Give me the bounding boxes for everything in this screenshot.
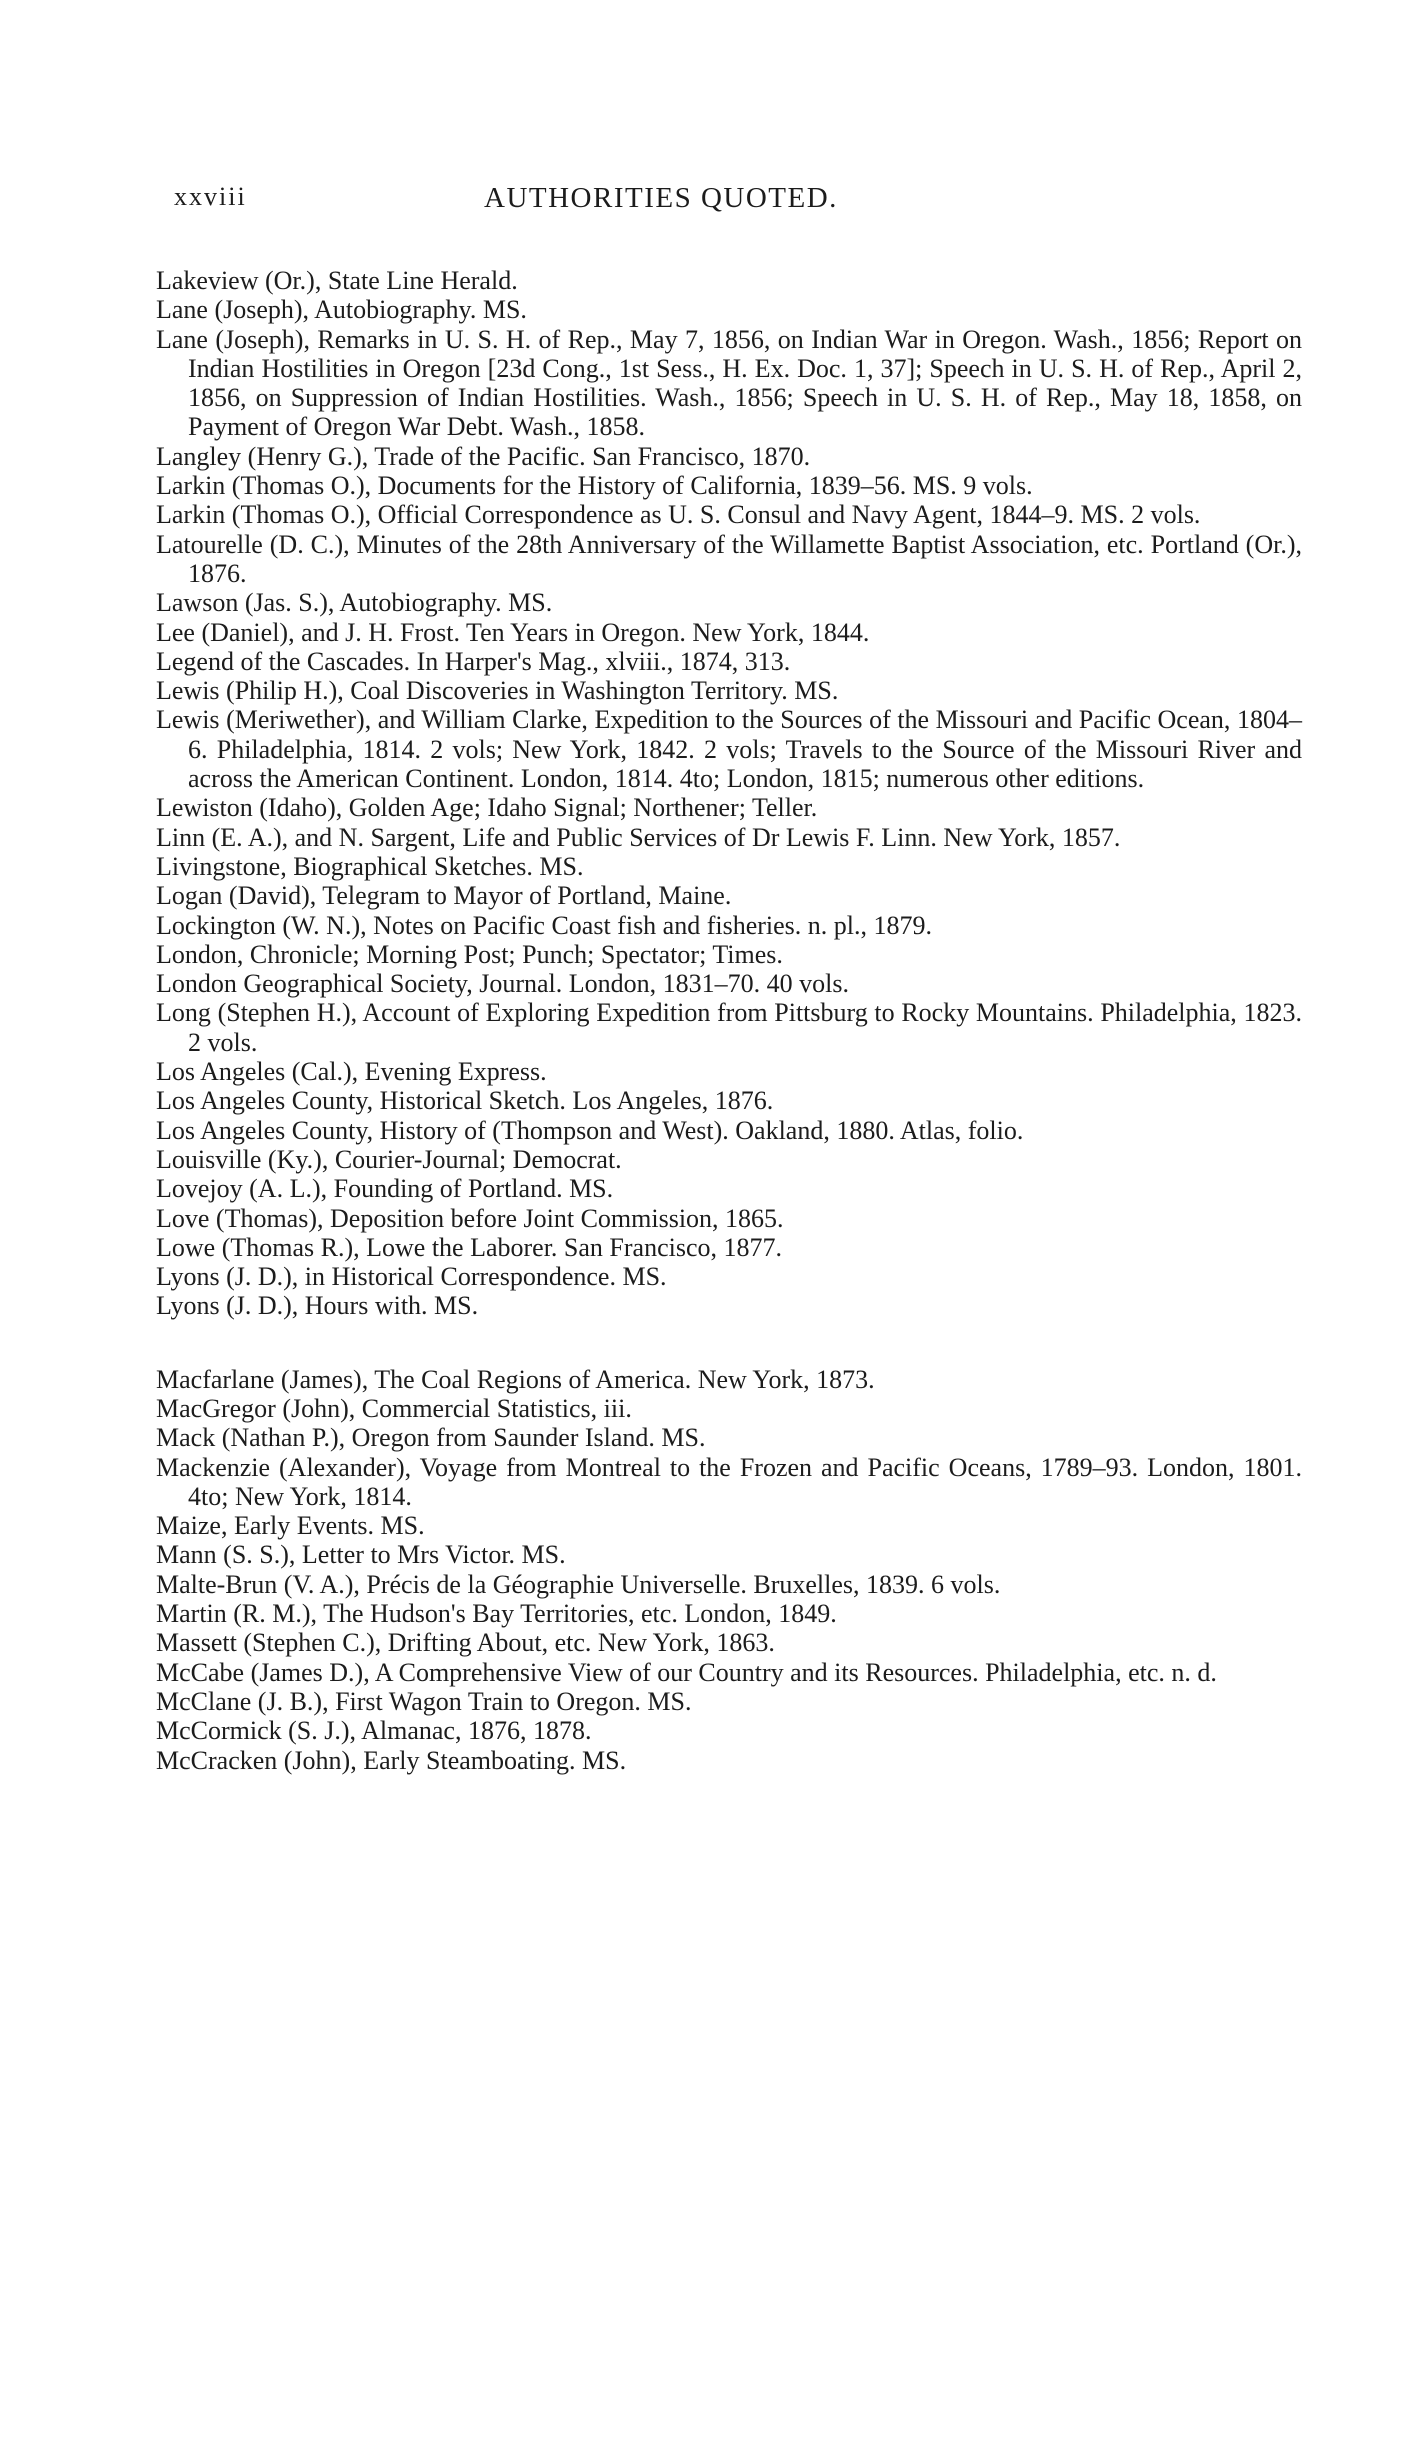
bibliography-entry: Massett (Stephen C.), Drifting About, etc. New York, 1863. [156, 1628, 775, 1658]
bibliography-entry: McClane (J. B.), First Wagon Train to Oregon. MS. [156, 1686, 692, 1716]
bibliography-entry: Lane (Joseph), Autobiography. MS. [156, 295, 527, 325]
section-m-entries [156, 1365, 1302, 1775]
bibliography-entry: Lockington (W. N.), Notes on Pacific Coast fish and fisheries. n. pl., 1879. [156, 910, 933, 940]
bibliography-entry: Legend of the Cascades. In Harper's Mag., xlviii., 1874, 313. [156, 646, 791, 676]
bibliography-entry: Long (Stephen H.), Account of Exploring Expedition from Pittsburg to Rocky Mountains. Philadelphia, 1823. 2 vols. [156, 998, 1302, 1057]
bibliography-entry: Mack (Nathan P.), Oregon from Saunder Island. MS. [156, 1423, 706, 1453]
bibliography-entry: Maize, Early Events. MS. [156, 1511, 425, 1541]
bibliography-entry: Malte-Brun (V. A.), Précis de la Géographie Universelle. Bruxelles, 1839. 6 vols. [156, 1569, 1001, 1599]
bibliography-entry: Langley (Henry G.), Trade of the Pacific. San Francisco, 1870. [156, 441, 811, 471]
bibliography-entry: Logan (David), Telegram to Mayor of Portland, Maine. [156, 881, 732, 911]
bibliography-entry: McCabe (James D.), A Comprehensive View of our Country and its Resources. Philadelphia, etc. n. d. [156, 1657, 1217, 1687]
bibliography-entry: Lane (Joseph), Remarks in U. S. H. of Rep., May 7, 1856, on Indian War in Oregon. Wash., 1856; Report on Indian Hostilities in Oregon [23d Cong., 1st Sess., H. Ex. Doc. 1, 37]; Speech in U. S. H. of Rep., April 2, 1856, on Suppression of Indian Hostilities. Wash., 1856; Speech in U. S. H. of Rep., May 18, 1858, on Payment of Oregon War Debt. Wash., 1858. [156, 324, 1302, 442]
bibliography-entry: Los Angeles County, History of (Thompson and West). Oakland, 1880. Atlas, folio. [156, 1115, 1024, 1145]
running-title: AUTHORITIES QUOTED. [484, 182, 838, 214]
bibliography-entry: McCormick (S. J.), Almanac, 1876, 1878. [156, 1716, 592, 1746]
bibliography-entry: Lawson (Jas. S.), Autobiography. MS. [156, 588, 553, 618]
bibliography-entry: Livingstone, Biographical Sketches. MS. [156, 851, 584, 881]
bibliography-entry: Latourelle (D. C.), Minutes of the 28th Anniversary of the Willamette Baptist Association, etc. Portland (Or.), 1876. [156, 529, 1302, 588]
bibliography-entry: Lewiston (Idaho), Golden Age; Idaho Signal; Northener; Teller. [156, 793, 818, 823]
bibliography-entry: Mann (S. S.), Letter to Mrs Victor. MS. [156, 1540, 566, 1570]
bibliography-entry: Louisville (Ky.), Courier-Journal; Democrat. [156, 1144, 622, 1174]
bibliography-entry: London Geographical Society, Journal. London, 1831–70. 40 vols. [156, 969, 849, 999]
section-divider [156, 1321, 1302, 1365]
bibliography-entry: Mackenzie (Alexander), Voyage from Montreal to the Frozen and Pacific Oceans, 1789–93. London, 1801. 4to; New York, 1814. [156, 1452, 1302, 1511]
bibliography-entry: Larkin (Thomas O.), Official Correspondence as U. S. Consul and Navy Agent, 1844–9. MS. 2 vols. [156, 500, 1201, 530]
bibliography-entry: Lovejoy (A. L.), Founding of Portland. MS. [156, 1174, 614, 1204]
page-number: xxviii [174, 182, 247, 211]
bibliography-entry: Lee (Daniel), and J. H. Frost. Ten Years in Oregon. New York, 1844. [156, 617, 870, 647]
bibliography-entry: Martin (R. M.), The Hudson's Bay Territories, etc. London, 1849. [156, 1599, 837, 1629]
bibliography-entry: Lewis (Meriwether), and William Clarke, Expedition to the Sources of the Missouri and Pacific Ocean, 1804–6. Philadelphia, 1814. 2 vols; New York, 1842. 2 vols; Travels to the Source of the Missouri River and across the American Continent. London, 1814. 4to; London, 1815; numerous other editions. [156, 705, 1302, 794]
bibliography-entry: London, Chronicle; Morning Post; Punch; Spectator; Times. [156, 939, 783, 969]
bibliography-list [156, 266, 1302, 1775]
bibliography-entry: Larkin (Thomas O.), Documents for the History of California, 1839–56. MS. 9 vols. [156, 471, 1033, 501]
bibliography-entry: Love (Thomas), Deposition before Joint Commission, 1865. [156, 1203, 784, 1233]
bibliography-entry: Linn (E. A.), and N. Sargent, Life and Public Services of Dr Lewis F. Linn. New York, 1857. [156, 822, 1121, 852]
bibliography-entry: Los Angeles County, Historical Sketch. Los Angeles, 1876. [156, 1086, 774, 1116]
bibliography-entry: Macfarlane (James), The Coal Regions of America. New York, 1873. [156, 1364, 875, 1394]
bibliography-entry: McCracken (John), Early Steamboating. MS. [156, 1745, 627, 1775]
bibliography-entry: Lakeview (Or.), State Line Herald. [156, 266, 518, 295]
page-header [174, 182, 1304, 222]
bibliography-entry: Lewis (Philip H.), Coal Discoveries in Washington Territory. MS. [156, 676, 839, 706]
bibliography-entry: Los Angeles (Cal.), Evening Express. [156, 1057, 547, 1087]
section-l-entries [156, 266, 1302, 1321]
bibliography-entry: Lowe (Thomas R.), Lowe the Laborer. San Francisco, 1877. [156, 1232, 783, 1262]
bibliography-entry: Lyons (J. D.), in Historical Correspondence. MS. [156, 1262, 667, 1292]
bibliography-entry: Lyons (J. D.), Hours with. MS. [156, 1291, 479, 1321]
bibliography-entry: MacGregor (John), Commercial Statistics, iii. [156, 1393, 632, 1423]
